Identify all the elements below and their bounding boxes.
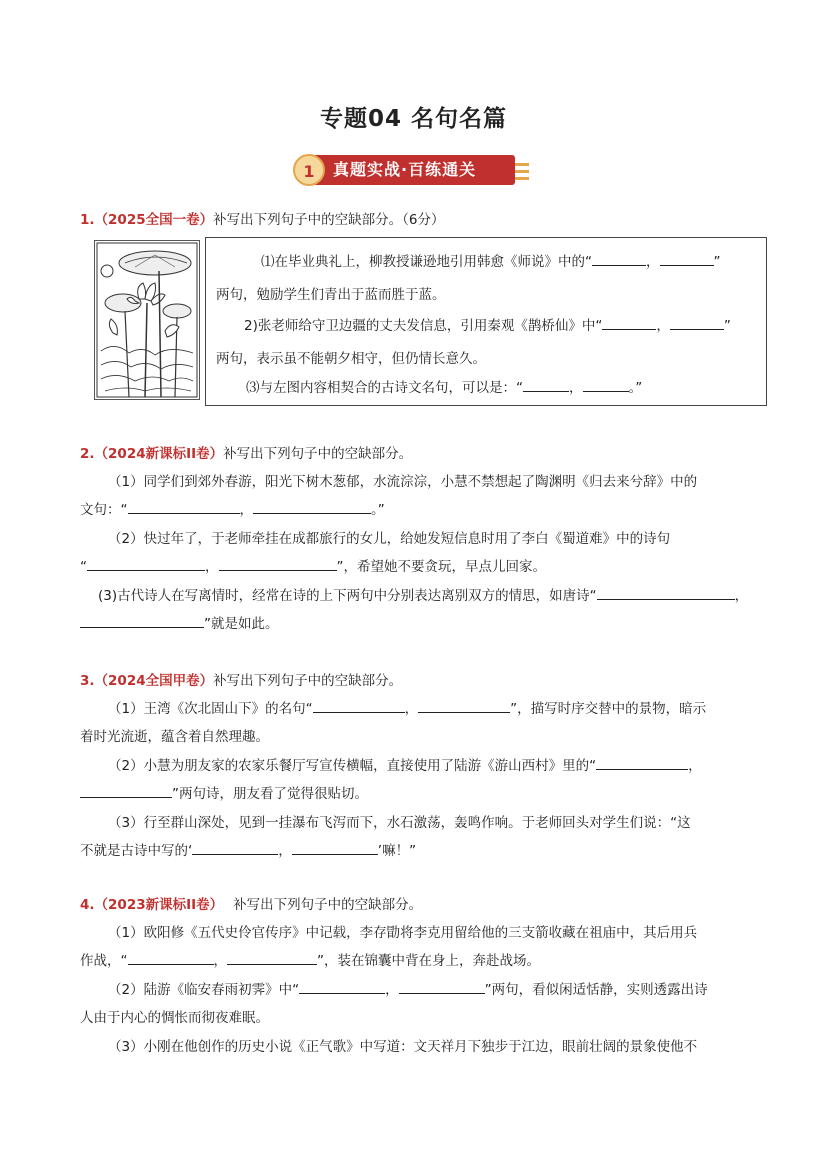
q3-text: 不就是古诗中写的‘ — [80, 843, 193, 859]
question-source: （2025全国一卷） — [94, 212, 214, 228]
page-title: 专题04 名句名篇 — [319, 106, 507, 132]
question-prompt: 补写出下列句子中的空缺部分。（6分） — [213, 212, 445, 228]
answer-blank[interactable] — [602, 315, 656, 330]
q2-text: (3)古代诗人在写离情时，经常在诗的上下两句中分别表达离别双方的情思，如唐诗“ — [98, 588, 597, 604]
question-number: 3. — [80, 673, 95, 689]
question-source: （2023新课标II卷） — [94, 897, 224, 913]
q1-text: ， — [569, 380, 583, 396]
banner-stripe — [515, 177, 529, 180]
answer-blank[interactable] — [219, 556, 337, 571]
answer-blank[interactable] — [399, 979, 485, 994]
answer-blank[interactable] — [80, 613, 204, 628]
q3-text: （2）小慧为朋友家的农家乐餐厅写宣传横幅，直接使用了陆游《游山西村》里的“ — [108, 758, 597, 774]
q3-text: ， — [404, 701, 419, 717]
answer-blank[interactable] — [660, 251, 714, 266]
q1-text: ， — [646, 254, 660, 270]
q1-line-5 — [246, 376, 642, 396]
q4-text: ”两句，看似闲适恬静，实则透露出诗 — [484, 982, 708, 998]
q4-p1-line1: （1）欧阳修《五代史伶官传序》中记载，李存勖将李克用留给他的三支箭收藏在祖庙中，其后用兵 — [108, 925, 698, 941]
q2-text: ， — [205, 559, 219, 575]
q4-text: ”，装在锦囊中背在身上，奔赴战场。 — [317, 953, 540, 969]
answer-blank[interactable] — [299, 979, 385, 994]
q2-text: ， — [239, 502, 253, 518]
q4-p2-line2: 人由于内心的惆怅而彻夜难眠。 — [80, 1010, 269, 1026]
q4-p2-line1 — [108, 978, 708, 998]
question-prompt: 补写出下列句子中的空缺部分。 — [223, 446, 413, 462]
q2-p3-line2 — [80, 612, 279, 632]
q3-p2-line2 — [80, 782, 368, 802]
lotus-illustration — [94, 240, 200, 400]
question-number: 1. — [80, 212, 95, 228]
banner-stripe — [515, 163, 529, 166]
q3-text: ， — [688, 758, 702, 774]
q1-text: ” — [723, 318, 731, 334]
q2-p2-line2 — [80, 555, 546, 575]
q3-text: ， — [278, 843, 292, 859]
q2-text: 。” — [371, 502, 385, 518]
question-4-header — [80, 893, 422, 913]
q2-text: ”就是如此。 — [204, 616, 279, 632]
q1-text: 。” — [628, 380, 643, 396]
q4-text: （2）陆游《临安春雨初霁》中“ — [108, 982, 300, 998]
question-source: （2024新课标II卷） — [94, 446, 224, 462]
answer-blank[interactable] — [583, 377, 629, 392]
answer-blank[interactable] — [592, 251, 646, 266]
answer-blank[interactable] — [80, 783, 172, 798]
q1-line-3 — [244, 314, 731, 334]
answer-blank[interactable] — [128, 499, 240, 514]
answer-blank[interactable] — [227, 950, 317, 965]
question-source: （2024全国甲卷） — [94, 673, 214, 689]
q3-p3-line2 — [80, 839, 416, 859]
q3-text: ”两句诗，朋友看了觉得很贴切。 — [172, 786, 368, 802]
answer-blank[interactable] — [292, 840, 378, 855]
q4-p1-line2 — [80, 949, 540, 969]
question-2-header — [80, 442, 412, 462]
q3-p1-line1 — [108, 697, 706, 717]
answer-blank[interactable] — [523, 377, 569, 392]
q1-text: ⑶与左图内容相契合的古诗文名句，可以是：“ — [246, 380, 523, 396]
answer-blank[interactable] — [597, 585, 735, 600]
question-1-header — [80, 208, 444, 228]
q2-text: ”，希望她不要贪玩，早点儿回家。 — [336, 559, 546, 575]
q1-text: ， — [656, 318, 670, 334]
q2-text: “ — [80, 559, 87, 575]
banner-label: 真题实战·百练通关 — [333, 160, 477, 179]
question-3-header — [80, 669, 402, 689]
q4-text: ， — [385, 982, 399, 998]
question-number: 4. — [80, 897, 95, 913]
q1-text: 2)张老师给守卫边疆的丈夫发信息，引用秦观《鹊桥仙》中“ — [244, 318, 603, 334]
q1-line-4: 两句，表示虽不能朝夕相守，但仍情长意久。 — [216, 351, 486, 367]
q2-p1-line1: （1）同学们到郊外春游，阳光下树木葱郁，水流淙淙，小慧不禁想起了陶渊明《归去来兮辞》中的 — [108, 474, 698, 490]
q3-p2-line1 — [108, 754, 702, 774]
q1-line-1 — [261, 250, 721, 270]
question-prompt: 补写出下列句子中的空缺部分。 — [233, 897, 423, 913]
answer-blank[interactable] — [313, 698, 405, 713]
q3-p3-line1: （3）行至群山深处，见到一挂瀑布飞泻而下，水石激荡，轰鸣作响。于老师回头对学生们说：“这 — [108, 815, 691, 831]
answer-blank[interactable] — [192, 840, 278, 855]
q2-p3-line1 — [98, 584, 748, 604]
answer-blank[interactable] — [596, 755, 688, 770]
answer-blank[interactable] — [128, 950, 214, 965]
answer-blank[interactable] — [253, 499, 371, 514]
q2-text: ， — [734, 588, 749, 604]
q1-text: ” — [713, 254, 721, 270]
banner-number: 1 — [293, 154, 325, 186]
question-1-box — [205, 237, 767, 406]
q1-text: ⑴在毕业典礼上，柳教授谦逊地引用韩愈《师说》中的“ — [261, 254, 592, 270]
q4-text: 作战，“ — [80, 953, 128, 969]
banner-stripe — [515, 170, 529, 173]
q4-p3-line1: （3）小刚在他创作的历史小说《正气歌》中写道：文天祥月下独步于江边，眼前壮阔的景象使他不 — [108, 1039, 698, 1055]
question-number: 2. — [80, 446, 95, 462]
answer-blank[interactable] — [418, 698, 510, 713]
q4-text: ， — [213, 953, 227, 969]
q1-line-2: 两句，勉励学生们青出于蓝而胜于蓝。 — [216, 287, 446, 303]
answer-blank[interactable] — [87, 556, 205, 571]
q2-p1-line2 — [80, 498, 385, 518]
q2-p2-line1: （2）快过年了，于老师牵挂在成都旅行的女儿，给她发短信息时用了李白《蜀道难》中的诗句 — [108, 531, 671, 547]
section-banner — [293, 154, 533, 190]
answer-blank[interactable] — [670, 315, 724, 330]
q2-text: 文句：“ — [80, 502, 128, 518]
q3-text: ’嘛！” — [377, 843, 417, 859]
question-prompt: 补写出下列句子中的空缺部分。 — [213, 673, 403, 689]
q3-p1-line2: 着时光流逝，蕴含着自然理趣。 — [80, 729, 269, 745]
q3-text: ”，描写时序交替中的景物，暗示 — [510, 701, 707, 717]
q3-text: （1）王湾《次北固山下》的名句“ — [108, 701, 313, 717]
